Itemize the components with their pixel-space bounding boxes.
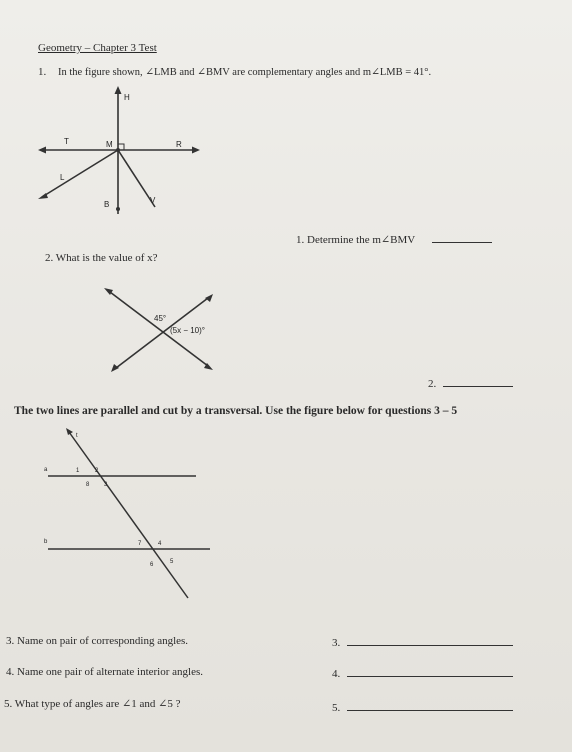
figure-parallel-lines bbox=[44, 428, 210, 598]
page-title: Geometry – Chapter 3 Test bbox=[38, 42, 157, 54]
arrow-transversal bbox=[66, 428, 73, 435]
question-5-text: 5. What type of angles are ∠1 and ∠5 ? bbox=[4, 698, 181, 710]
answer-3-row bbox=[332, 635, 513, 649]
label-r: R bbox=[176, 140, 182, 149]
label-h: H bbox=[124, 93, 130, 102]
ray-ml bbox=[42, 150, 118, 197]
angle-5-label: 5 bbox=[170, 559, 174, 565]
arrow-r bbox=[192, 147, 200, 154]
answer-2-row bbox=[428, 376, 513, 390]
figure-vertical-angles bbox=[104, 288, 213, 372]
angle-5x-label: (5x − 10)° bbox=[170, 326, 205, 335]
question-1-text: In the figure shown, ∠LMB and ∠BMV are complementary angles and m∠LMB = 41°. bbox=[58, 67, 432, 78]
transversal-line bbox=[69, 432, 188, 598]
angle-4-label: 4 bbox=[158, 541, 162, 547]
figure-angles-lmb bbox=[38, 86, 200, 214]
answer-4-row bbox=[332, 666, 513, 680]
instructions-text: The two lines are parallel and cut by a transversal. Use the figure below for questions 3 – 5 bbox=[14, 405, 458, 417]
answer-5-row bbox=[332, 700, 513, 714]
answer-1-prompt: 1. Determine the m∠BMV bbox=[296, 234, 415, 246]
answer-2-blank[interactable] bbox=[443, 376, 513, 387]
arrow-line-2-end bbox=[111, 364, 119, 372]
answer-3-blank[interactable] bbox=[347, 635, 513, 646]
answer-5-prompt: 5. bbox=[332, 702, 341, 714]
question-2-text: 2. What is the value of x? bbox=[45, 252, 158, 264]
answer-2-prompt: 2. bbox=[428, 378, 437, 390]
angle-2-label: 2 bbox=[95, 468, 99, 474]
arrow-t bbox=[38, 147, 46, 154]
label-b: B bbox=[104, 200, 110, 209]
question-1-number: 1. bbox=[38, 66, 47, 78]
label-line-a: a bbox=[44, 467, 48, 473]
angle-3-label: 3 bbox=[104, 482, 108, 488]
answer-5-blank[interactable] bbox=[347, 700, 513, 711]
angle-6-label: 6 bbox=[150, 562, 154, 568]
label-transversal: t bbox=[76, 433, 78, 439]
angle-45-label: 45° bbox=[154, 314, 167, 323]
question-4-text: 4. Name one pair of alternate interior angles. bbox=[6, 666, 204, 678]
label-line-b: b bbox=[44, 539, 48, 545]
label-t: T bbox=[64, 137, 69, 146]
point-b bbox=[116, 207, 120, 211]
question-3-text: 3. Name on pair of corresponding angles. bbox=[6, 635, 189, 647]
arrow-h bbox=[115, 86, 122, 94]
answer-3-prompt: 3. bbox=[332, 637, 341, 649]
label-v: V bbox=[150, 196, 156, 205]
answer-1-row bbox=[296, 232, 492, 246]
angle-1-label: 1 bbox=[76, 468, 80, 474]
arrow-line-2-start bbox=[205, 294, 213, 302]
angle-7-label: 7 bbox=[138, 541, 142, 547]
vertex-m bbox=[116, 148, 120, 152]
angle-8-label: 8 bbox=[86, 482, 90, 488]
answer-4-prompt: 4. bbox=[332, 668, 341, 680]
answer-1-blank[interactable] bbox=[432, 232, 492, 243]
label-m: M bbox=[106, 140, 113, 149]
label-l: L bbox=[60, 173, 65, 182]
answer-4-blank[interactable] bbox=[347, 666, 513, 677]
